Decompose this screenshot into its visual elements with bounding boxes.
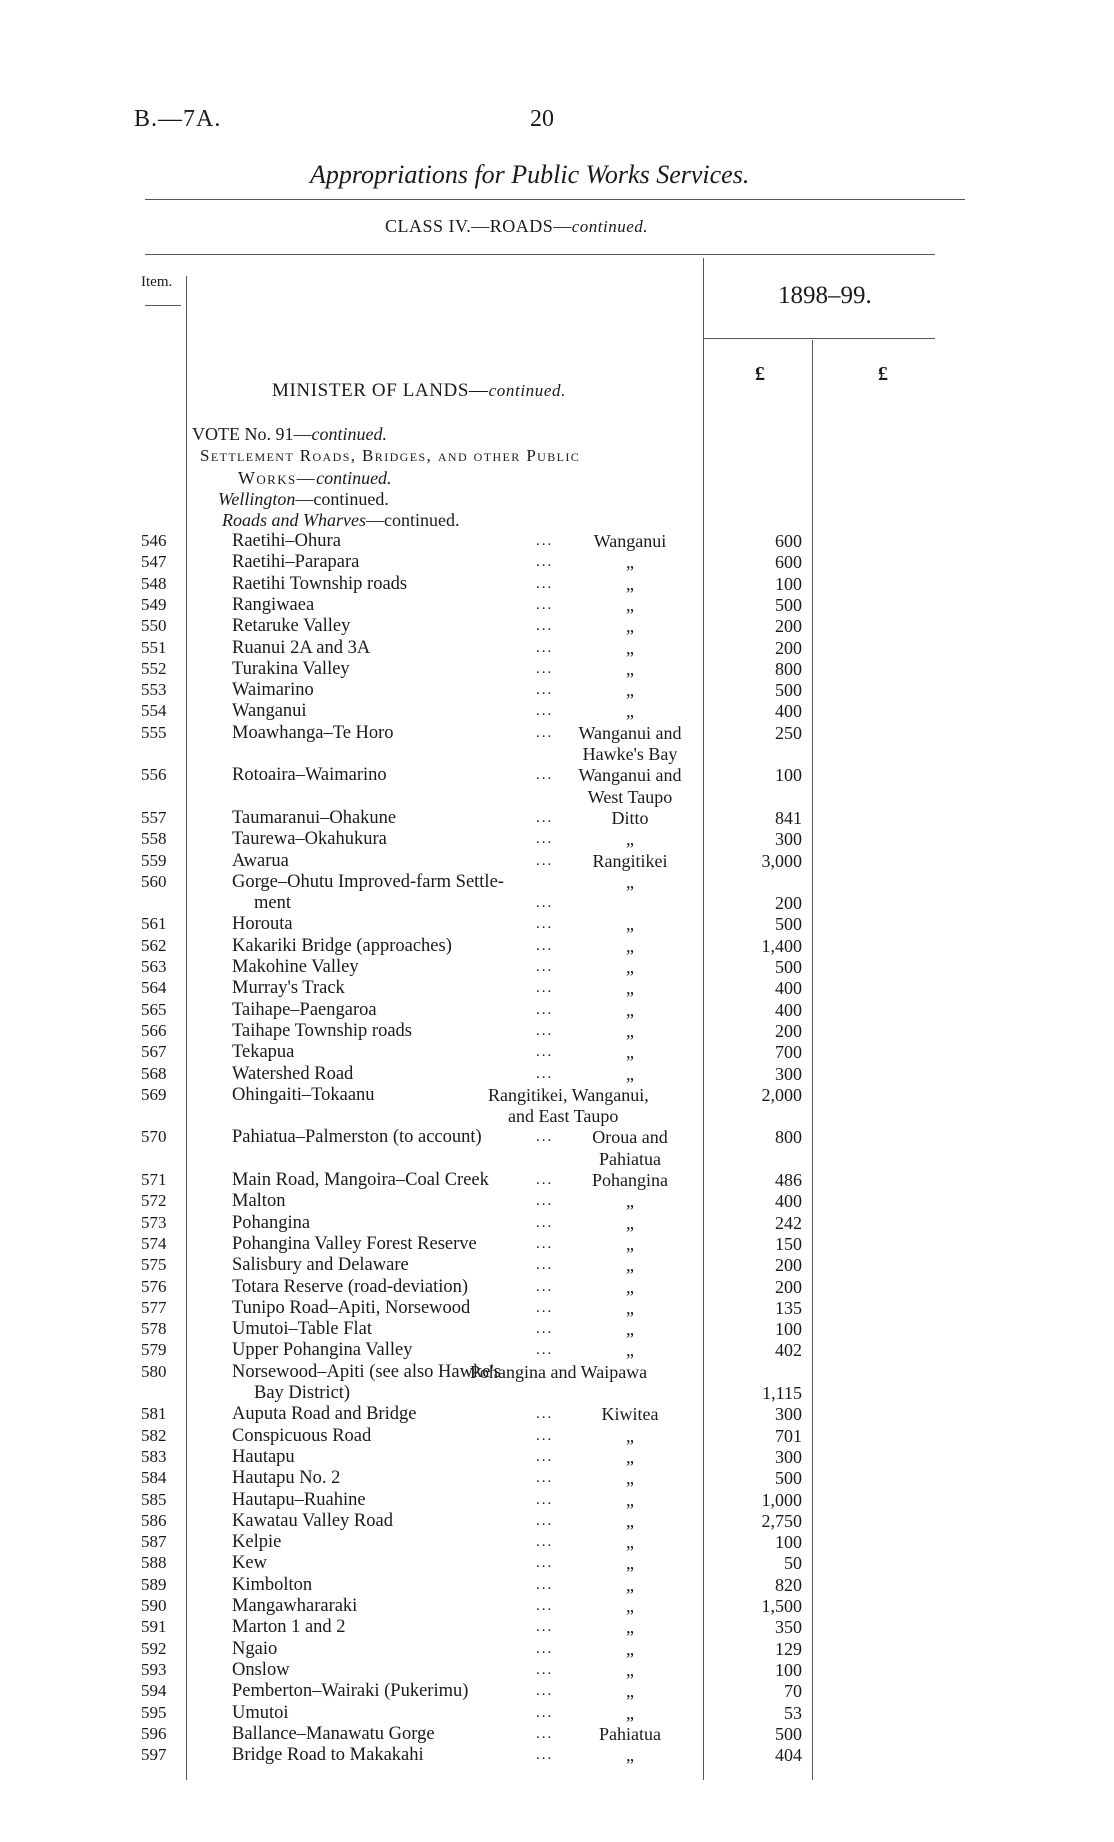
item-description: Bridge Road to Makakahi bbox=[232, 1745, 424, 1766]
ditto-mark: „ bbox=[626, 1638, 634, 1659]
item-amount: 841 bbox=[775, 807, 802, 828]
item-number: 575 bbox=[141, 1255, 167, 1275]
item-description: Umutoi bbox=[232, 1702, 289, 1723]
item-number: 583 bbox=[141, 1446, 167, 1466]
item-number: 595 bbox=[141, 1702, 167, 1722]
leader-dots: ... bbox=[536, 1172, 554, 1188]
item-number: 566 bbox=[141, 1020, 167, 1040]
class-label: CLASS IV.—ROADS— bbox=[385, 216, 572, 236]
item-amount: 800 bbox=[775, 1127, 802, 1148]
leader-dots: ... bbox=[536, 809, 554, 826]
item-number: 563 bbox=[141, 957, 167, 976]
item-number: 573 bbox=[141, 1212, 167, 1232]
item-number: 562 bbox=[141, 935, 167, 955]
ditto-mark: „ bbox=[626, 616, 634, 637]
item-amount: 2,000 bbox=[761, 1084, 802, 1105]
item-description: Waimarino bbox=[232, 680, 314, 701]
item-amount: 500 bbox=[775, 680, 802, 701]
item-number: 574 bbox=[141, 1233, 167, 1253]
leader-dots: ... bbox=[536, 1299, 554, 1316]
item-district: Ditto bbox=[611, 807, 649, 828]
item-district: and East Taupo bbox=[508, 1106, 619, 1127]
ditto-mark: „ bbox=[626, 573, 634, 594]
item-district: Pahiatua bbox=[599, 1148, 661, 1169]
item-number: 560 bbox=[141, 871, 167, 891]
vote-label: VOTE No. 91— bbox=[192, 424, 312, 444]
ditto-mark: „ bbox=[626, 1319, 634, 1340]
ditto-mark: „ bbox=[626, 1553, 634, 1574]
leader-dots: ... bbox=[536, 1427, 554, 1444]
item-amount: 701 bbox=[775, 1425, 802, 1446]
item-description: Raetihi–Parapara bbox=[232, 552, 360, 573]
item-description: Taihape Township roads bbox=[232, 1020, 412, 1041]
item-amount: 129 bbox=[775, 1638, 802, 1659]
class-continued: continued. bbox=[571, 217, 649, 236]
district-continued: —continued. bbox=[295, 489, 389, 509]
leader-dots: ... bbox=[536, 1725, 554, 1742]
settlement-works-label: Works— bbox=[238, 468, 317, 488]
item-amount: 700 bbox=[775, 1042, 802, 1063]
leader-dots: ... bbox=[536, 1214, 554, 1231]
item-district: Kiwitea bbox=[601, 1404, 659, 1425]
item-description: Murray's Track bbox=[232, 978, 345, 999]
minister-continued: continued. bbox=[488, 381, 566, 400]
item-description: Totara Reserve (road-deviation) bbox=[232, 1276, 469, 1297]
ditto-mark: „ bbox=[626, 680, 634, 701]
item-amount: 1,400 bbox=[761, 935, 802, 956]
leader-dots: ... bbox=[536, 1747, 554, 1764]
leader-dots: ... bbox=[536, 1022, 554, 1039]
item-amount: 50 bbox=[784, 1553, 802, 1574]
leader-dots: ... bbox=[536, 1470, 554, 1487]
item-number: 570 bbox=[141, 1127, 167, 1147]
ditto-mark: „ bbox=[626, 957, 634, 977]
ditto-mark: „ bbox=[626, 1446, 634, 1467]
item-district: Pohangina and Waipawa bbox=[470, 1361, 648, 1382]
item-district: West Taupo bbox=[587, 786, 673, 807]
leader-dots: ... bbox=[536, 895, 554, 912]
ditto-mark: „ bbox=[626, 701, 634, 722]
item-amount: 500 bbox=[775, 957, 802, 977]
item-description: Wanganui bbox=[232, 701, 307, 722]
item-amount: 200 bbox=[775, 616, 802, 637]
item-description: Moawhanga–Te Horo bbox=[232, 722, 394, 743]
item-amount: 100 bbox=[775, 1532, 802, 1553]
leader-dots: ... bbox=[536, 703, 554, 720]
ditto-mark: „ bbox=[626, 871, 634, 892]
item-number: 558 bbox=[141, 829, 167, 849]
item-amount: 300 bbox=[775, 1404, 802, 1425]
item-number: 590 bbox=[141, 1596, 167, 1615]
leader-dots: ... bbox=[536, 1342, 554, 1359]
item-number: 578 bbox=[141, 1319, 167, 1339]
leader-dots: ... bbox=[536, 596, 554, 613]
item-amount: 100 bbox=[775, 573, 802, 594]
item-description: Rotoaira–Waimarino bbox=[232, 765, 387, 786]
item-description: Tunipo Road–Apiti, Norsewood bbox=[232, 1297, 471, 1318]
item-number: 564 bbox=[141, 978, 167, 998]
item-description: Auputa Road and Bridge bbox=[232, 1404, 417, 1425]
item-amount: 200 bbox=[775, 1276, 802, 1297]
item-description: Taurewa–Okahukura bbox=[232, 829, 387, 850]
item-amount: 404 bbox=[775, 1745, 802, 1766]
leader-dots: ... bbox=[536, 1661, 554, 1678]
item-description: Rangiwaea bbox=[232, 594, 315, 615]
leader-dots: ... bbox=[536, 682, 554, 699]
subsection-continued: —continued. bbox=[365, 510, 460, 530]
item-amount: 500 bbox=[775, 1468, 802, 1489]
item-number: 565 bbox=[141, 999, 167, 1019]
item-description: Main Road, Mangoira–Coal Creek bbox=[232, 1170, 489, 1190]
item-amount: 150 bbox=[775, 1233, 802, 1254]
item-description: Ngaio bbox=[232, 1638, 278, 1659]
ditto-mark: „ bbox=[626, 1510, 634, 1531]
ditto-mark: „ bbox=[626, 999, 634, 1020]
ditto-mark: „ bbox=[626, 1212, 634, 1233]
item-description: Pohangina bbox=[232, 1212, 311, 1233]
leader-dots: ... bbox=[536, 1257, 554, 1274]
leader-dots: ... bbox=[536, 1491, 554, 1508]
ditto-mark: „ bbox=[626, 1617, 634, 1638]
ditto-mark: „ bbox=[626, 1191, 634, 1212]
ditto-mark: „ bbox=[626, 1042, 634, 1063]
ditto-mark: „ bbox=[626, 978, 634, 999]
item-description: Kew bbox=[232, 1553, 267, 1574]
item-district: Wanganui bbox=[593, 531, 667, 551]
leader-dots: ... bbox=[536, 1598, 554, 1614]
item-number: 547 bbox=[141, 552, 167, 572]
ditto-mark: „ bbox=[626, 914, 634, 935]
settlement-continued: continued. bbox=[316, 468, 392, 488]
item-amount: 242 bbox=[775, 1212, 802, 1233]
item-number: 571 bbox=[141, 1170, 167, 1189]
item-number: 554 bbox=[141, 701, 167, 721]
item-amount: 300 bbox=[775, 1063, 802, 1084]
leader-dots: ... bbox=[536, 1512, 554, 1529]
leader-dots: ... bbox=[536, 1001, 554, 1018]
item-description: Taihape–Paengaroa bbox=[232, 999, 377, 1020]
item-amount: 500 bbox=[775, 1723, 802, 1744]
item-amount: 486 bbox=[775, 1170, 802, 1190]
ditto-mark: „ bbox=[626, 1745, 634, 1766]
leader-dots: ... bbox=[536, 1704, 554, 1721]
leader-dots: ... bbox=[536, 852, 554, 869]
item-amount: 1,000 bbox=[761, 1489, 802, 1510]
item-description: Watershed Road bbox=[232, 1063, 354, 1084]
leader-dots: ... bbox=[536, 767, 554, 784]
item-number: 551 bbox=[141, 637, 167, 657]
item-number: 577 bbox=[141, 1297, 167, 1317]
item-number: 592 bbox=[141, 1638, 167, 1658]
leader-dots: ... bbox=[536, 1448, 554, 1465]
item-amount: 600 bbox=[775, 531, 802, 551]
ditto-mark: „ bbox=[626, 1702, 634, 1723]
ditto-mark: „ bbox=[626, 1233, 634, 1254]
item-amount: 300 bbox=[775, 1446, 802, 1467]
leader-dots: ... bbox=[536, 1278, 554, 1295]
item-number: 593 bbox=[141, 1659, 167, 1679]
item-amount: 100 bbox=[775, 765, 802, 786]
item-number: 561 bbox=[141, 914, 167, 934]
vote-continued: continued. bbox=[311, 424, 387, 444]
item-number: 587 bbox=[141, 1532, 167, 1552]
item-amount: 500 bbox=[775, 594, 802, 615]
item-amount: 100 bbox=[775, 1319, 802, 1340]
item-amount: 800 bbox=[775, 658, 802, 679]
item-number: 568 bbox=[141, 1063, 167, 1083]
item-description: Gorge–Ohutu Improved-farm Settle- bbox=[232, 871, 504, 892]
item-number: 567 bbox=[141, 1042, 167, 1062]
item-number: 546 bbox=[141, 531, 167, 550]
item-number: 597 bbox=[141, 1745, 167, 1765]
item-district: Wanganui and bbox=[578, 765, 682, 786]
item-district: Wanganui and bbox=[578, 722, 682, 743]
leader-dots: ... bbox=[536, 1406, 554, 1423]
leader-dots: ... bbox=[536, 575, 554, 592]
item-district: Oroua and bbox=[592, 1127, 668, 1148]
leader-dots: ... bbox=[536, 554, 554, 571]
ditto-mark: „ bbox=[626, 935, 634, 956]
ditto-mark: „ bbox=[626, 637, 634, 658]
item-number: 556 bbox=[141, 765, 167, 785]
item-number: 559 bbox=[141, 850, 167, 870]
item-description: Raetihi–Ohura bbox=[232, 531, 341, 551]
leader-dots: ... bbox=[536, 1235, 554, 1252]
item-column-header: Item. bbox=[141, 274, 173, 290]
page-title: Appropriations for Public Works Services. bbox=[310, 160, 750, 189]
page-number: 20 bbox=[530, 106, 554, 132]
item-amount: 200 bbox=[775, 637, 802, 658]
ditto-mark: „ bbox=[626, 1063, 634, 1084]
document-reference: B.—7A. bbox=[134, 106, 222, 132]
leader-dots: ... bbox=[536, 959, 554, 975]
item-amount: 53 bbox=[784, 1702, 802, 1723]
item-description: Hautapu–Ruahine bbox=[232, 1489, 366, 1510]
leader-dots: ... bbox=[536, 660, 554, 677]
item-description: Awarua bbox=[232, 850, 289, 871]
item-description: Tekapua bbox=[232, 1042, 295, 1063]
ditto-mark: „ bbox=[626, 829, 634, 850]
year-column-header: 1898–99. bbox=[778, 282, 872, 309]
item-number: 596 bbox=[141, 1723, 167, 1743]
item-number: 555 bbox=[141, 722, 167, 742]
item-description: Salisbury and Delaware bbox=[232, 1255, 409, 1276]
subsection-label: Roads and Wharves bbox=[222, 510, 366, 530]
item-amount: 70 bbox=[784, 1681, 802, 1702]
item-description: Onslow bbox=[232, 1659, 290, 1680]
ditto-mark: „ bbox=[626, 1468, 634, 1489]
item-description: Ballance–Manawatu Gorge bbox=[232, 1723, 435, 1744]
item-number: 569 bbox=[141, 1084, 167, 1104]
item-amount: 820 bbox=[775, 1574, 802, 1595]
item-description: Turakina Valley bbox=[232, 658, 350, 679]
leader-dots: ... bbox=[536, 937, 554, 954]
item-description: Retaruke Valley bbox=[232, 616, 351, 637]
item-description: Mangawhararaki bbox=[232, 1596, 358, 1616]
ditto-mark: „ bbox=[626, 658, 634, 679]
leader-dots: ... bbox=[536, 724, 554, 741]
item-description: Hautapu bbox=[232, 1446, 295, 1467]
item-amount: 250 bbox=[775, 722, 802, 743]
leader-dots: ... bbox=[536, 1555, 554, 1572]
item-amount: 600 bbox=[775, 552, 802, 573]
ditto-mark: „ bbox=[626, 1681, 634, 1702]
item-number: 581 bbox=[141, 1404, 167, 1424]
leader-dots: ... bbox=[536, 639, 554, 656]
item-number: 548 bbox=[141, 573, 167, 593]
ditto-mark: „ bbox=[626, 1596, 634, 1616]
item-number: 579 bbox=[141, 1340, 167, 1360]
item-number: 588 bbox=[141, 1553, 167, 1573]
item-number: 549 bbox=[141, 594, 167, 614]
item-amount: 1,115 bbox=[762, 1383, 802, 1403]
item-amount: 2,750 bbox=[761, 1510, 802, 1531]
item-number: 552 bbox=[141, 658, 167, 678]
leader-dots: ... bbox=[536, 1193, 554, 1210]
ditto-mark: „ bbox=[626, 594, 634, 615]
item-description: Kawatau Valley Road bbox=[232, 1510, 393, 1531]
item-number: 585 bbox=[141, 1489, 167, 1509]
item-number: 594 bbox=[141, 1681, 167, 1701]
item-district: Hawke's Bay bbox=[582, 744, 678, 764]
item-description: Conspicuous Road bbox=[232, 1425, 372, 1446]
item-number: 591 bbox=[141, 1617, 167, 1637]
item-number: 586 bbox=[141, 1510, 167, 1530]
item-description: Upper Pohangina Valley bbox=[232, 1340, 413, 1361]
item-description: Pahiatua–Palmerston (to account) bbox=[232, 1127, 482, 1148]
item-amount: 135 bbox=[775, 1297, 802, 1318]
ditto-mark: „ bbox=[626, 1425, 634, 1446]
item-description: Raetihi Township roads bbox=[232, 573, 408, 594]
item-amount: 350 bbox=[775, 1617, 802, 1638]
ditto-mark: „ bbox=[626, 1489, 634, 1510]
ditto-mark: „ bbox=[626, 1297, 634, 1318]
item-description: Norsewood–Apiti (see also Hawke's bbox=[232, 1361, 501, 1382]
item-description: Taumaranui–Ohakune bbox=[232, 807, 397, 828]
item-description: Ohingaiti–Tokaanu bbox=[232, 1084, 375, 1105]
item-amount: 400 bbox=[775, 978, 802, 999]
item-amount: 200 bbox=[775, 893, 802, 914]
ditto-mark: „ bbox=[626, 1255, 634, 1276]
item-description: Kimbolton bbox=[232, 1574, 313, 1595]
item-amount: 100 bbox=[775, 1659, 802, 1680]
leader-dots: ... bbox=[536, 1044, 554, 1061]
district-label: Wellington bbox=[218, 489, 296, 509]
item-description: Kakariki Bridge (approaches) bbox=[232, 935, 452, 956]
ditto-mark: „ bbox=[626, 1020, 634, 1041]
leader-dots: ... bbox=[536, 1640, 554, 1657]
item-number: 580 bbox=[141, 1361, 167, 1381]
leader-dots: ... bbox=[536, 1321, 554, 1338]
leader-dots: ... bbox=[536, 916, 554, 933]
item-district: Pahiatua bbox=[599, 1723, 661, 1744]
item-amount: 500 bbox=[775, 914, 802, 935]
item-description: Horouta bbox=[232, 914, 293, 935]
item-amount: 400 bbox=[775, 1191, 802, 1212]
item-amount: 1,500 bbox=[761, 1596, 802, 1616]
leader-dots: ... bbox=[536, 1534, 554, 1551]
ditto-mark: „ bbox=[626, 552, 634, 573]
item-amount: 400 bbox=[775, 701, 802, 722]
item-amount: 3,000 bbox=[761, 850, 802, 871]
ditto-mark: „ bbox=[626, 1532, 634, 1553]
item-amount: 402 bbox=[775, 1340, 802, 1361]
ditto-mark: „ bbox=[626, 1340, 634, 1361]
item-number: 550 bbox=[141, 616, 167, 636]
item-description: Bay District) bbox=[254, 1383, 351, 1403]
item-amount: 200 bbox=[775, 1255, 802, 1276]
item-number: 576 bbox=[141, 1276, 167, 1296]
item-amount: 400 bbox=[775, 999, 802, 1020]
item-amount: 300 bbox=[775, 829, 802, 850]
item-district: Pohangina bbox=[592, 1170, 668, 1190]
leader-dots: ... bbox=[536, 533, 554, 549]
item-description: Ruanui 2A and 3A bbox=[232, 637, 371, 658]
item-number: 582 bbox=[141, 1425, 167, 1445]
ditto-mark: „ bbox=[626, 1276, 634, 1297]
item-description: Pohangina Valley Forest Reserve bbox=[232, 1233, 477, 1254]
item-description: Malton bbox=[232, 1191, 286, 1212]
leader-dots: ... bbox=[536, 1619, 554, 1636]
leader-dots: ... bbox=[536, 1576, 554, 1593]
item-district: Rangitikei bbox=[592, 850, 668, 871]
item-description: Marton 1 and 2 bbox=[232, 1617, 346, 1638]
item-number: 589 bbox=[141, 1574, 167, 1594]
pound-sign-1: £ bbox=[755, 363, 765, 385]
item-description: Hautapu No. 2 bbox=[232, 1468, 341, 1489]
item-number: 557 bbox=[141, 807, 167, 827]
leader-dots: ... bbox=[536, 980, 554, 997]
leader-dots: ... bbox=[536, 831, 554, 848]
item-number: 584 bbox=[141, 1468, 167, 1488]
item-district: Rangitikei, Wanganui, bbox=[488, 1084, 649, 1105]
leader-dots: ... bbox=[536, 1129, 554, 1146]
item-number: 572 bbox=[141, 1191, 167, 1211]
ditto-mark: „ bbox=[626, 1574, 634, 1595]
leader-dots: ... bbox=[536, 1683, 554, 1700]
item-description: Kelpie bbox=[232, 1532, 282, 1553]
item-description: Umutoi–Table Flat bbox=[232, 1319, 373, 1340]
leader-dots: ... bbox=[536, 1065, 554, 1082]
item-amount: 200 bbox=[775, 1020, 802, 1041]
pound-sign-2: £ bbox=[878, 363, 888, 385]
ditto-mark: „ bbox=[626, 1659, 634, 1680]
item-number: 553 bbox=[141, 680, 167, 700]
item-description: Makohine Valley bbox=[232, 957, 359, 977]
item-description: Pemberton–Wairaki (Pukerimu) bbox=[232, 1681, 469, 1702]
item-description: ment bbox=[254, 893, 291, 914]
minister-label: MINISTER OF LANDS— bbox=[272, 380, 489, 401]
settlement-heading-line-1: Settlement Roads, Bridges, and other Public bbox=[200, 446, 581, 465]
leader-dots: ... bbox=[536, 618, 554, 635]
